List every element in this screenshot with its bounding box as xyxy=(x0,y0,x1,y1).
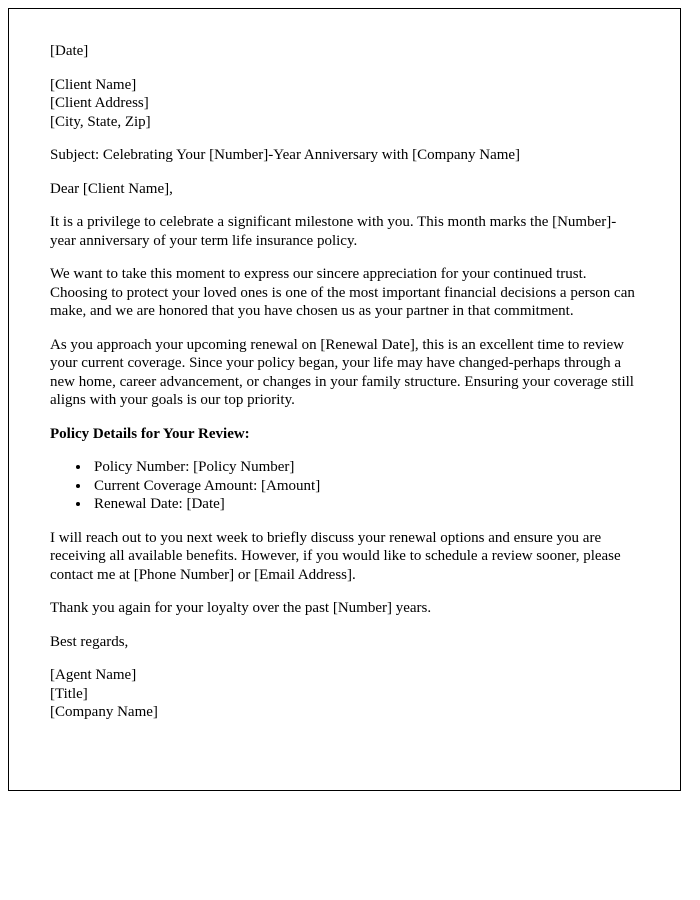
recipient-city-state-zip: [City, State, Zip] xyxy=(50,113,151,130)
policy-list-item: • Renewal Date: [Date] xyxy=(91,495,638,514)
salutation: Dear [Client Name], xyxy=(50,180,173,197)
closing-line: Best regards, xyxy=(50,633,129,650)
policy-details-list xyxy=(50,458,638,514)
policy-list-item: • Current Coverage Amount: [Amount] xyxy=(91,477,638,496)
signature-agent-name: [Agent Name] xyxy=(50,667,137,683)
policy-details-heading: Policy Details for Your Review: xyxy=(50,425,250,442)
subject-line: Subject: Celebrating Your [Number]-Year Anniversary with [Company Name] xyxy=(50,147,521,163)
paragraph-appreciation: We want to take this moment to express our sincere appreciation for your continued trust. Choosing to protect your loved ones is one of the most important financial decisions a person can make, and we are honored that you have chosen us as your partner in that commitment. xyxy=(50,266,635,319)
recipient-name: [Client Name] xyxy=(50,76,137,93)
paragraph-milestone: It is a privilege to celebrate a significant milestone with you. This month marks the [Number]-year anniversary of your term life insurance policy. xyxy=(50,214,617,249)
recipient-block xyxy=(50,76,638,132)
date-line: [Date] xyxy=(50,43,89,59)
paragraph-followup: I will reach out to you next week to briefly discuss your renewal options and ensure you are receiving all available benefits. However, if you would like to schedule a review sooner, please contact me at [Phone Number] or [Email Address]. xyxy=(50,529,621,583)
signature-block xyxy=(50,666,638,722)
letter-page xyxy=(8,8,681,791)
paragraph-thanks: Thank you again for your loyalty over the past [Number] years. xyxy=(50,600,432,616)
paragraph-renewal: As you approach your upcoming renewal on [Renewal Date], this is an excellent time to review your current coverage. Since your policy began, your life may have changed-perhaps through a new home, career advancement, or changes in your family structure. Ensuring your coverage still aligns with your goals is our top priority. xyxy=(50,336,634,408)
policy-list-item: • Policy Number: [Policy Number] xyxy=(91,458,638,477)
signature-company-name: [Company Name] xyxy=(50,704,158,720)
signature-title: [Title] xyxy=(50,685,88,702)
recipient-address: [Client Address] xyxy=(50,95,149,111)
